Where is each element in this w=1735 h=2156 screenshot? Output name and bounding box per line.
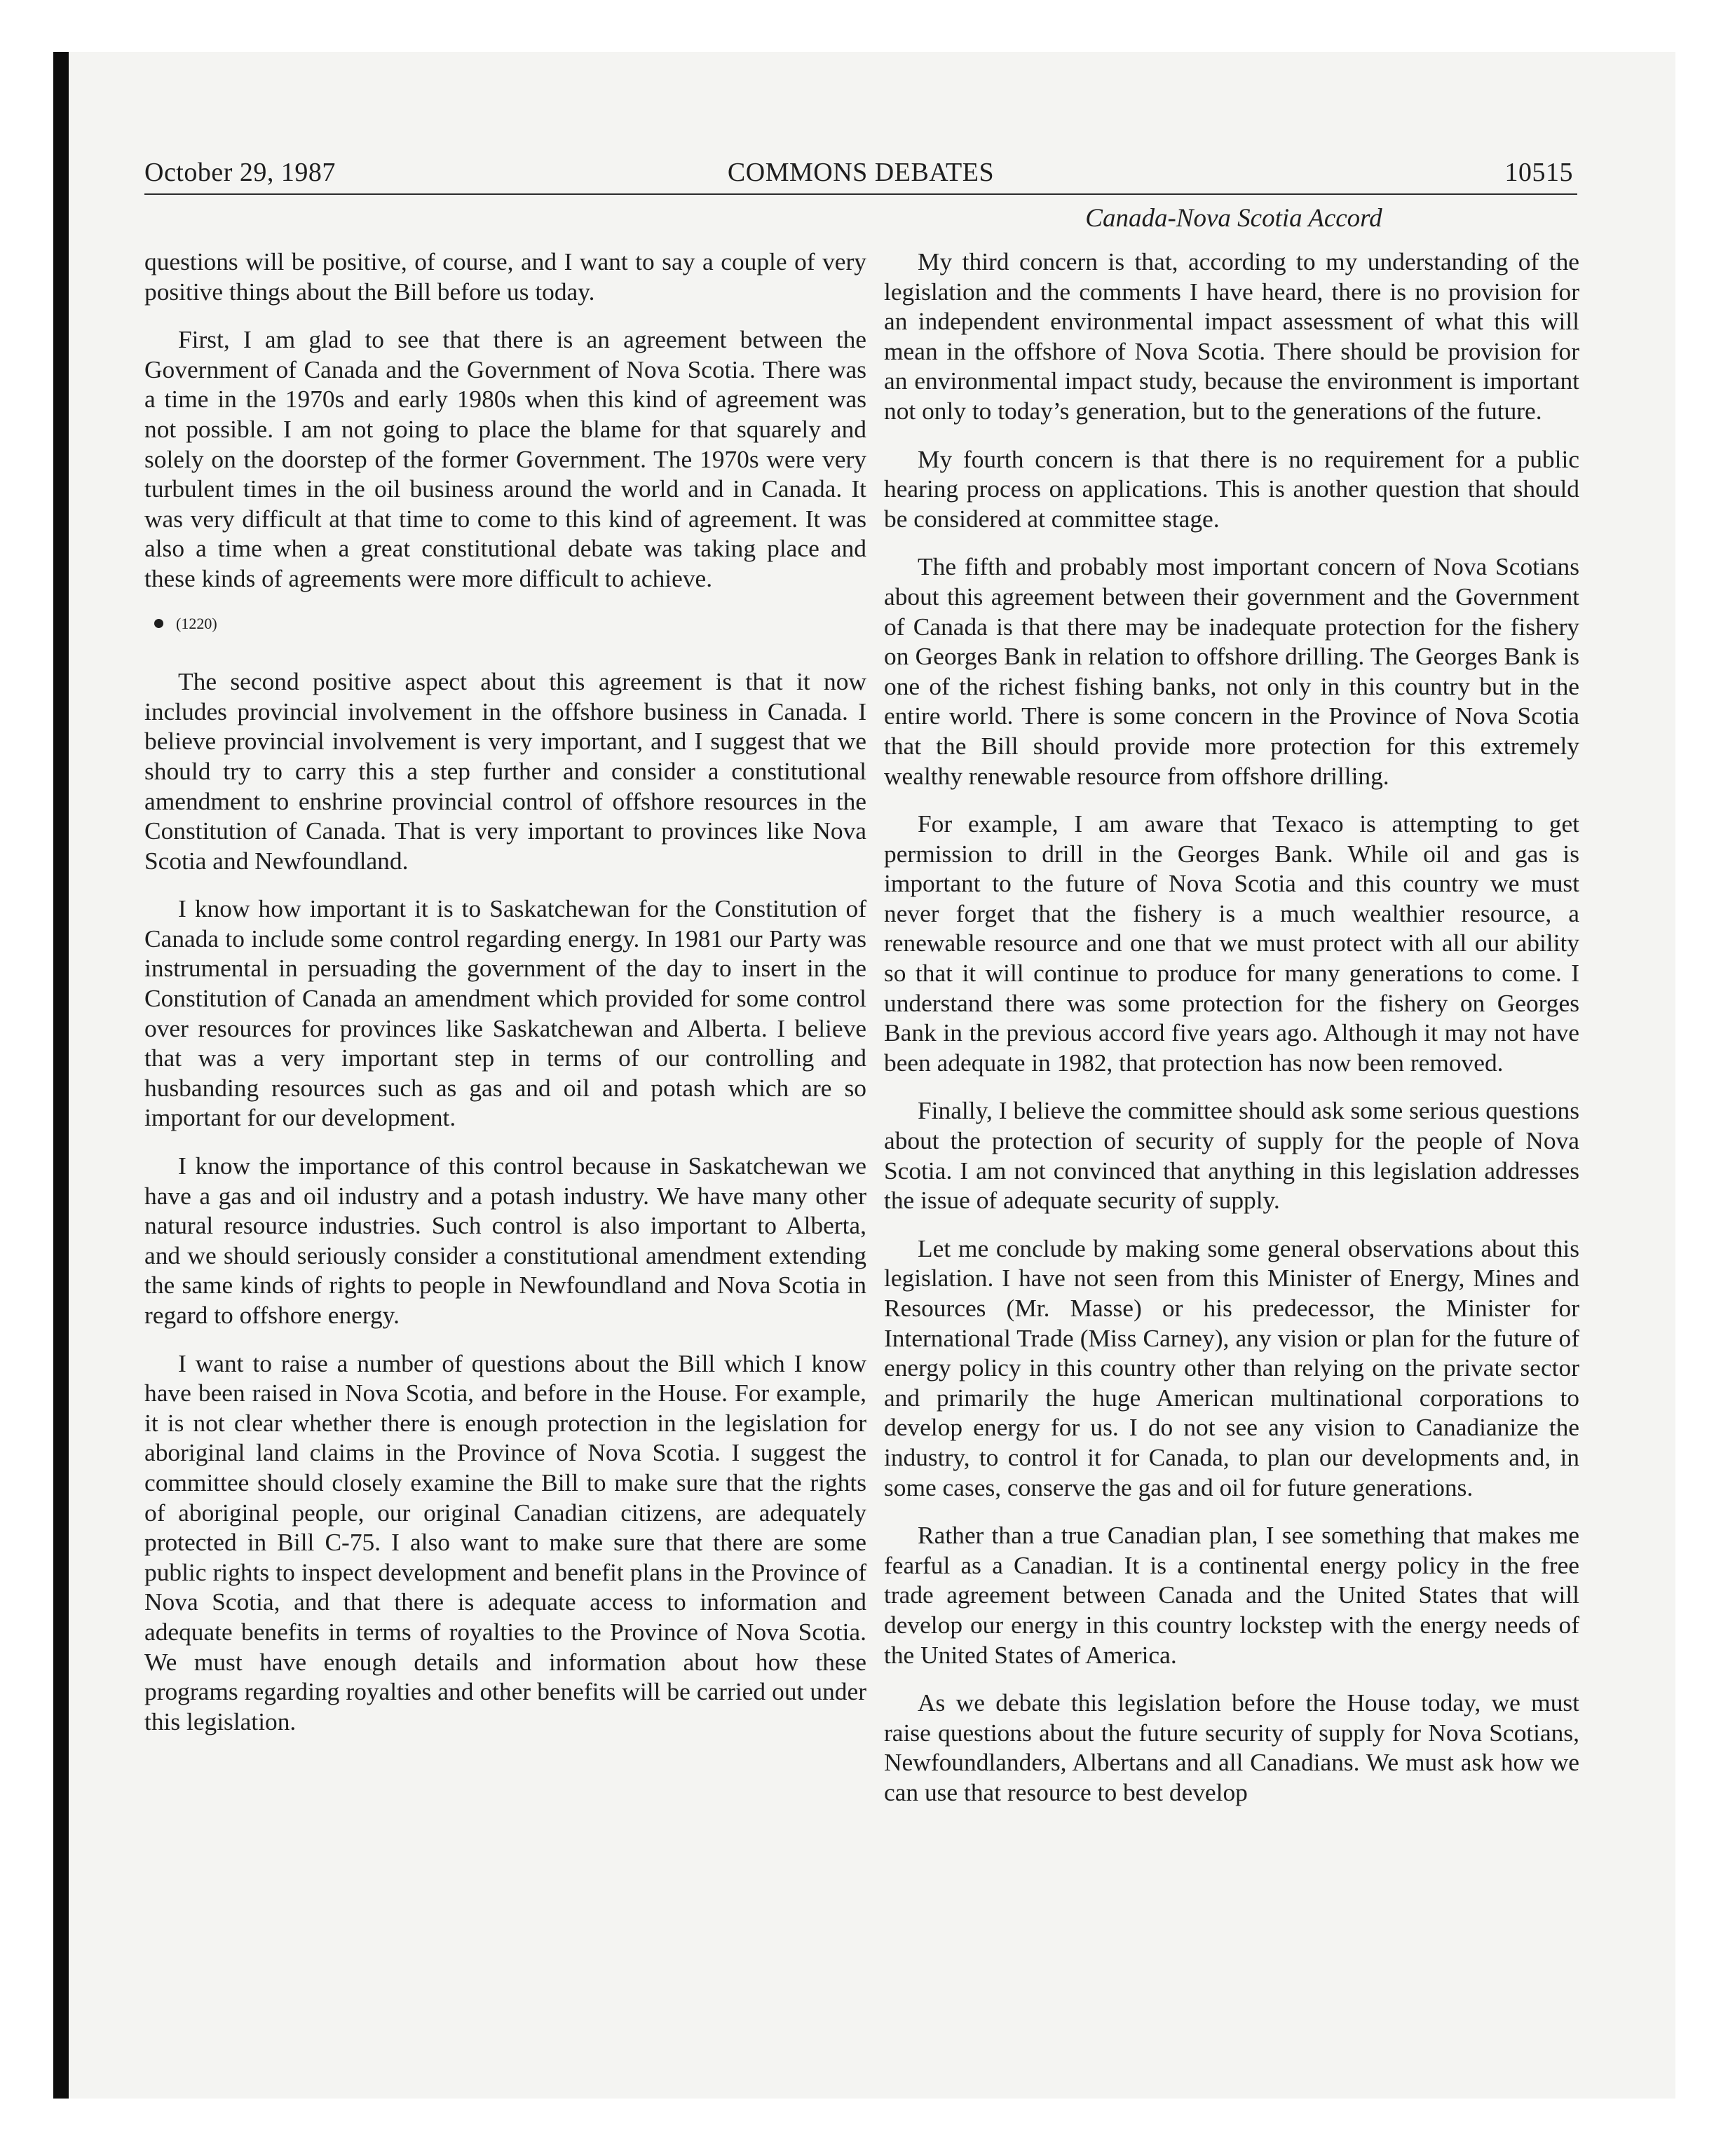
header-date: October 29, 1987 [144, 158, 336, 187]
time-marker [154, 609, 866, 639]
paragraph: Let me conclude by making some general observations about this legislation. I have not seen from this Minister of Energy, Mines and Resources (Mr. Masse) or his predecessor, the Minister for International Trade (Miss Carney), any vision or plan for the future of energy policy in this country other than relying on the private sector and primarily the huge American multinational corporations to develop energy for us. I do not see any vision to Canadianize the industry, to control it for Canada, to plan our developments and, in some cases, conserve the gas and oil for future generations. [884, 1234, 1579, 1501]
paragraph: Rather than a true Canadian plan, I see something that makes me fearful as a Canadian. It is a continental energy policy in the free trade agreement between Canada and the United States that will develop our energy in this country lockstep with the energy needs of the United States of America. [884, 1521, 1579, 1669]
paragraph: My fourth concern is that there is no requirement for a public hearing process on applications. This is another question that should be considered at committee stage. [884, 444, 1579, 533]
header-page-number: 10515 [1504, 158, 1573, 187]
left-column [144, 247, 866, 1754]
time-marker-label: (1220) [176, 614, 217, 632]
paragraph: First, I am glad to see that there is an agreement between the Government of Canada and the Government of Nova Scotia. There was a time in the 1970s and early 1980s when this kind of agreement was not possible. I am not going to place the blame for that squarely and solely on the doorstep of the former Government. The 1970s were very turbulent times in the oil business around the world and in Canada. It was very difficult at that time to come to this kind of agreement. It was also a time when a great constitutional debate was taking place and these kinds of agreements were more difficult to achieve. [144, 325, 866, 592]
paragraph: The second positive aspect about this agreement is that it now includes provincial involvement in the offshore business in Canada. I believe provincial involvement is very important, and I suggest that we should try to carry this a step further and consider a constitutional amendment to enshrine provincial control of offshore resources in the Constitution of Canada. That is very important to provinces like Nova Scotia and Newfoundland. [144, 667, 866, 875]
paragraph: The fifth and probably most important concern of Nova Scotians about this agreement between their government and the Government of Canada is that there may be inadequate protection for the fishery on Georges Bank in relation to offshore drilling. The Georges Bank is one of the richest fishing banks, not only in this country but in the entire world. There is some concern in the Province of Nova Scotia that the Bill should provide more protection for this extremely wealthy renewable resource from offshore drilling. [884, 552, 1579, 790]
header-publication: COMMONS DEBATES [727, 158, 995, 187]
paragraph: I know the importance of this control because in Saskatchewan we have a gas and oil industry and a potash industry. We have many other natural resource industries. Such control is also important to Alberta, and we should seriously consider a constitutional amendment extending the same kinds of rights to people in Newfoundland and Nova Scotia in regard to offshore energy. [144, 1152, 866, 1329]
paragraph: My third concern is that, according to my understanding of the legislation and the comments I have heard, there is no provision for an independent environmental impact assessment of what this will mean in the offshore of Nova Scotia. There should be provision for an environmental impact study, because the environment is important not only to today’s generation, but to the generations of the future. [884, 247, 1579, 425]
paragraph: As we debate this legislation before the House today, we must raise questions about the future security of supply for Nova Scotians, Newfoundlanders, Albertans and all Canadians. We must ask how we can use that resource to best develop [884, 1688, 1579, 1806]
paragraph: For example, I am aware that Texaco is attempting to get permission to drill in the Georges Bank. While oil and gas is important to the future of Nova Scotia and this country we must never forget that the fishery is a much wealthier resource, a renewable resource and one that we must protect with all our ability so that it will continue to produce for many generations to come. I understand there was some protection for the fishery on Georges Bank in the previous accord five years ago. Although it may not have been adequate in 1982, that protection has now been removed. [884, 810, 1579, 1077]
paragraph: Finally, I believe the committee should ask some serious questions about the protection of security of supply for the people of Nova Scotia. I am not convinced that anything in this legislation addresses the issue of adequate security of supply. [884, 1096, 1579, 1215]
paragraph: I want to raise a number of questions about the Bill which I know have been raised in Nova Scotia, and before in the House. For example, it is not clear whether there is enough protection in the legislation for aboriginal land claims in the Province of Nova Scotia. I suggest the committee should closely examine the Bill to make sure that the rights of aboriginal people, our original Canadian citizens, are adequately protected in Bill C-75. I also want to make sure that there are some public rights to inspect development and benefit plans in the Province of Nova Scotia, and that there is adequate access to information and adequate benefits in terms of royalties to the Province of Nova Scotia. We must have enough details and information about how these programs regarding royalties and other benefits will be carried out under this legislation. [144, 1349, 866, 1735]
paragraph: questions will be positive, of course, and I want to say a couple of very positive things about the Bill before us today. [144, 247, 866, 306]
page-header [144, 150, 1577, 195]
paragraph: I know how important it is to Saskatchewan for the Constitution of Canada to include some control regarding energy. In 1981 our Party was instrumental in persuading the government of the day to insert in the Constitution of Canada an amendment which provided for some control over resources for provinces like Saskatchewan and Alberta. I believe that was a very important step in terms of our controlling and husbanding resources such as gas and oil and potash which are so important for our development. [144, 894, 866, 1132]
right-column [884, 247, 1579, 1808]
section-title: Canada-Nova Scotia Accord [1085, 204, 1382, 233]
bullet-icon [154, 619, 163, 628]
binding-edge [0, 0, 53, 2156]
